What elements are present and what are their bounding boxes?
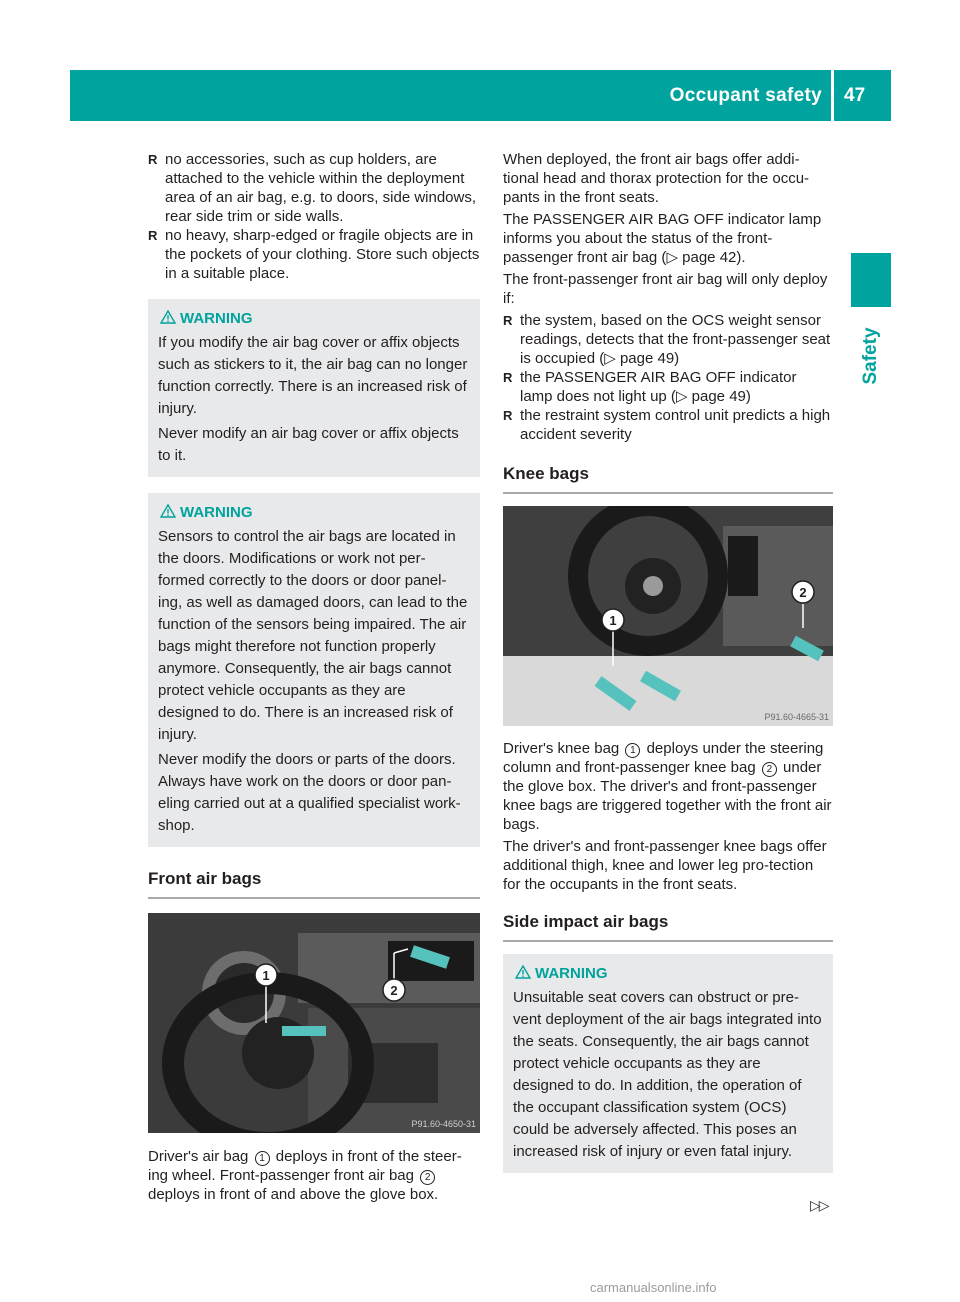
warning-text: Sensors to control the air bags are located in the doors. Modifications or work not per-formed correctly to the doors or door panel-ing, as well as damaged doors, can lead to the function of the sensors being impaired. The air bags might therefore not function properly anymore. Consequently, the air bags cannot protect vehicle occupants as they are designed to do. There is an increased risk of injury. [158, 528, 468, 743]
image-code: P91.60-4650-31 [411, 1119, 476, 1129]
page-reference-icon: ▷ [675, 388, 688, 405]
watermark: carmanualsonline.info [590, 1280, 717, 1295]
warning-text: If you modify the air bag cover or affix objects such as stickers to it, the air bag can no longer function correctly. There is an increased risk of injury. [158, 334, 468, 417]
image-code: P91.60-4665-31 [764, 712, 829, 722]
callout-2-icon: 2 [420, 1170, 435, 1185]
warning-triangle-icon [160, 504, 176, 518]
list-item: R no heavy, sharp-edged or fragile objects are in the pockets of your clothing. Store such objects in a suitable place. [148, 227, 480, 282]
warning-heading: WARNING [513, 963, 823, 985]
paragraph: When deployed, the front air bags offer addi-tional head and thorax protection for the occu-pants in the front seats. [503, 151, 810, 206]
section-title-header: Occupant safety [669, 85, 822, 106]
page-number: 47 [844, 85, 866, 106]
bullet-marker: R [503, 408, 513, 423]
bullet-marker: R [148, 228, 158, 243]
warning-triangle-icon [160, 310, 176, 324]
warning-heading: WARNING [158, 308, 470, 330]
front-airbag-photo [148, 913, 480, 1133]
warning-box [148, 299, 480, 477]
list-item: R the system, based on the OCS weight sensor readings, detects that the front-passenger seat is occupied (▷ page 49) [503, 312, 831, 367]
callout-1-icon: 1 [255, 1151, 270, 1166]
knee-airbag-photo [503, 506, 833, 726]
front-airbag-caption: Driver's air bag 1 deploys in front of the steer-ing wheel. Front-passenger front air bag 2 deploys in front of and above the glove box. [148, 1148, 462, 1203]
side-tab-label: Safety [860, 327, 881, 385]
paragraph: The PASSENGER AIR BAG OFF indicator lamp informs you about the status of the front-passenger front air bag (▷ page 42). [503, 211, 822, 266]
bullet-marker: R [148, 152, 158, 167]
paragraph: The front-passenger front air bag will only deploy if: [503, 271, 828, 307]
svg-text:2: 2 [390, 983, 398, 998]
right-column [503, 150, 833, 1173]
continue-arrow-icon: ▷▷ [810, 1197, 828, 1213]
bullet-marker: R [503, 370, 513, 385]
left-bullet-list [148, 150, 480, 283]
list-item: R the restraint system control unit predicts a high accident severity [503, 407, 831, 443]
warning-text: Never modify the doors or parts of the doors. Always have work on the doors or door pan-eling carried out at a qualified specialist work-shop. [158, 751, 461, 834]
right-bullet-list [503, 311, 833, 444]
callout-2-icon: 2 [762, 762, 777, 777]
warning-heading: WARNING [158, 502, 470, 524]
bullet-marker: R [503, 313, 513, 328]
page-reference-icon: ▷ [604, 350, 616, 367]
section-heading: Side impact air bags [503, 912, 833, 942]
warning-text: Unsuitable seat covers can obstruct or pre-vent deployment of the air bags integrated into the seats. Consequently, the air bags cannot protect vehicle occupants as they are designed to do. In addition, the operation of the occupant classification system (OCS) could be adversely affected. This poses an increased risk of injury or even fatal injury. [513, 989, 822, 1160]
side-tab-marker [851, 253, 891, 307]
knee-airbag-illustration [503, 506, 833, 726]
section-heading: Knee bags [503, 464, 833, 494]
header-separator [831, 70, 834, 121]
svg-text:1: 1 [609, 613, 617, 628]
page-reference-icon: ▷ [666, 249, 678, 266]
list-item: R no accessories, such as cup holders, are attached to the vehicle within the deployment area of an air bag, e.g. to doors, side windows, rear side trim or side walls. [148, 151, 477, 225]
dashboard-illustration [148, 913, 480, 1133]
warning-box [148, 493, 480, 847]
warning-box [503, 954, 833, 1173]
section-heading: Front air bags [148, 869, 480, 899]
list-item: R the PASSENGER AIR BAG OFF indicator lamp does not light up (▷ page 49) [503, 369, 797, 405]
callout-1-icon: 1 [625, 743, 640, 758]
svg-text:2: 2 [799, 585, 807, 600]
left-column [148, 150, 480, 1204]
svg-text:1: 1 [262, 968, 270, 983]
paragraph: The driver's and front-passenger knee bags offer additional thigh, knee and lower leg pro-tection for the occupants in the front seats. [503, 838, 827, 893]
warning-text: Never modify an air bag cover or affix objects to it. [158, 425, 459, 464]
warning-triangle-icon [515, 965, 531, 979]
knee-airbag-caption: Driver's knee bag 1 deploys under the steering column and front-passenger knee bag 2 under the glove box. The driver's and front-passenger knee bags are triggered together with the front air bags. [503, 740, 832, 833]
